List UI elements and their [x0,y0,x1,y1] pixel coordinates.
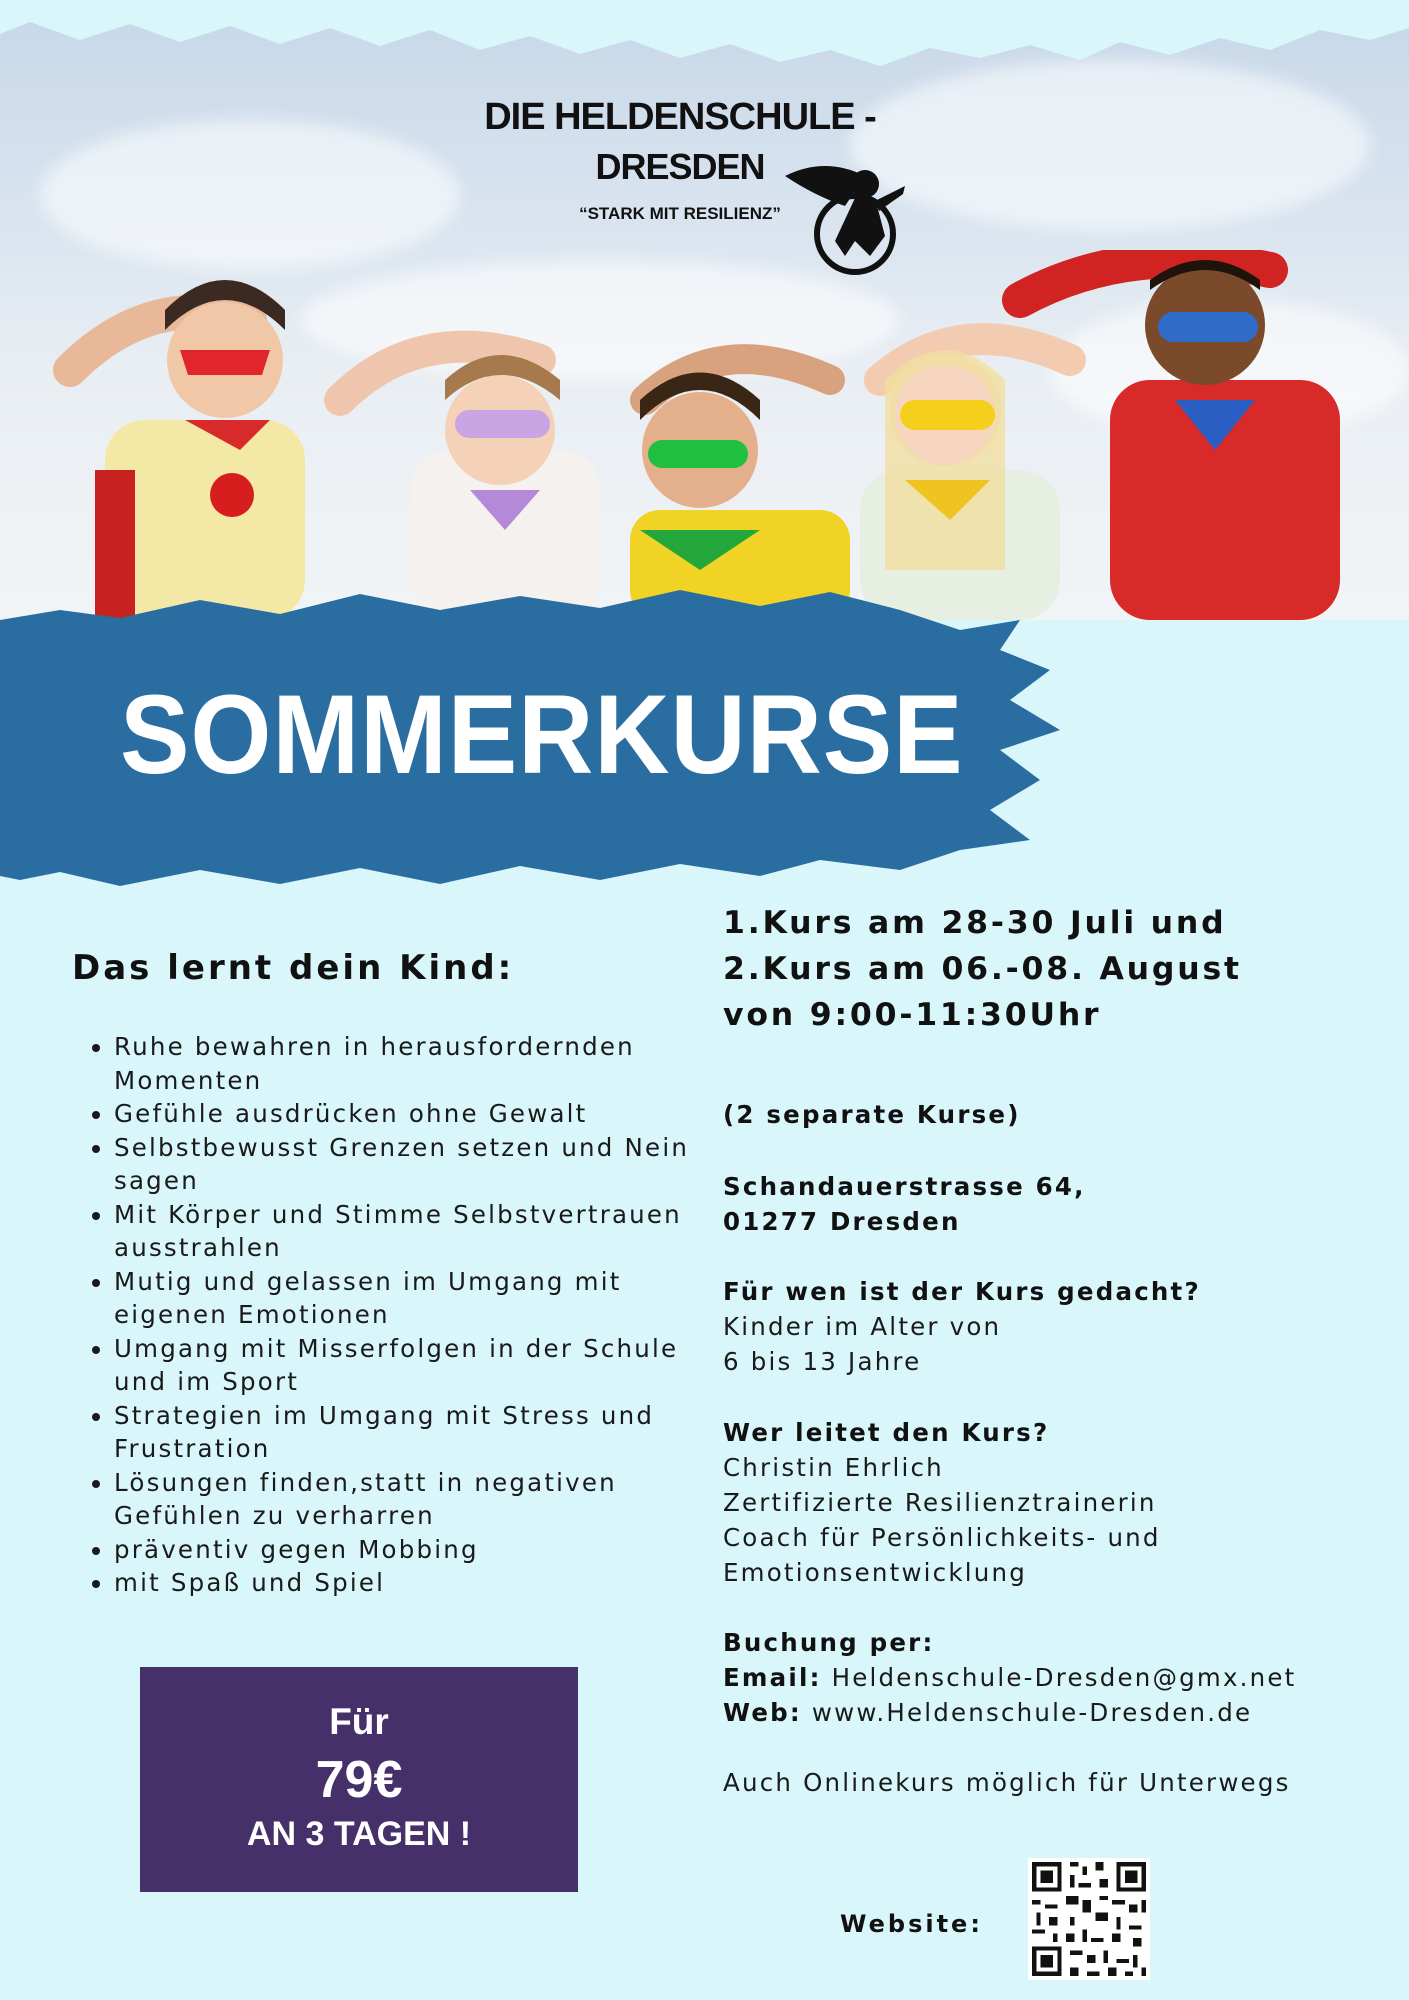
list-item: • mit Spaß und Spiel [114,1566,714,1600]
list-item: • Gefühle ausdrücken ohne Gewalt [114,1097,714,1131]
logo-tagline: “STARK MIT RESILIENZ” [579,204,781,223]
booking-web-row [723,1698,1252,1727]
course-line-2: 2.Kurs am 06.-08. August [723,951,1242,987]
leader-name: Christin Ehrlich [723,1453,944,1482]
kid-blue-mask [1020,260,1340,620]
list-item: • Mit Körper und Stimme Selbstvertrauen ausstrahlen [114,1198,714,1265]
online-course-note: Auch Onlinekurs möglich für Unterwegs [723,1768,1291,1797]
price-days: AN 3 TAGEN ! [246,1815,472,1853]
list-item: • Strategien im Umgang mit Stress und Frustration [114,1399,714,1466]
torn-paper-edge-top [0,0,1409,90]
price-box [140,1667,578,1892]
banner-title: SOMMERKURSE [120,672,964,797]
leader-title-2: Coach für Persönlichkeits- und [723,1523,1161,1552]
logo-title-line2: DRESDEN [595,146,765,187]
leader-question: Wer leitet den Kurs? [723,1418,1050,1447]
list-item: • Lösungen finden,statt in negativen Gefühlen zu verharren [114,1466,714,1533]
course-line-1: 1.Kurs am 28-30 Juli und [723,905,1227,941]
leader-title-3: Emotionsentwicklung [723,1558,1027,1587]
email-link[interactable]: Heldenschule-Dresden@gmx.net [831,1663,1297,1692]
logo-title-line1: DIE HELDENSCHULE - [484,96,876,138]
kid-yellow-mask [860,339,1070,620]
audience-question: Für wen ist der Kurs gedacht? [723,1277,1201,1306]
course-dates [723,900,1363,1038]
booking-email-row [723,1663,1296,1692]
learn-heading: Das lernt dein Kind: [72,948,515,988]
list-item: • Mutig und gelassen im Umgang mit eigenen Emotionen [114,1265,714,1332]
qr-code[interactable] [1028,1858,1150,1980]
learn-list [72,1030,714,1600]
address-city: 01277 Dresden [723,1207,961,1236]
leader-title-1: Zertifizierte Resilienztrainerin [723,1488,1157,1517]
web-link[interactable]: www.Heldenschule-Dresden.de [811,1698,1253,1727]
audience-line-1: Kinder im Alter von [723,1312,1002,1341]
separate-courses-note: (2 separate Kurse) [723,1100,1021,1129]
web-label: Web: [723,1698,802,1727]
website-label: Website: [840,1910,983,1938]
address-street: Schandauerstrasse 64, [723,1172,1086,1201]
list-item: • Selbstbewusst Grenzen setzen und Nein sagen [114,1131,714,1198]
logo [470,86,950,286]
superhero-logo-icon [775,146,915,276]
hero-photo [0,0,1409,620]
email-label: Email: [723,1663,822,1692]
kid-purple-mask [340,347,600,620]
kid-red-mask [70,280,305,620]
price-amount: 79€ [315,1751,403,1809]
audience-line-2: 6 bis 13 Jahre [723,1347,922,1376]
course-time: von 9:00-11:30Uhr [723,997,1102,1033]
price-label: Für [329,1701,389,1742]
list-item: • Umgang mit Misserfolgen in der Schule und im Sport [114,1332,714,1399]
kids-in-masks-illustration [0,250,1409,620]
booking-heading: Buchung per: [723,1628,935,1657]
list-item: • Ruhe bewahren in herausfordernden Momenten [114,1030,714,1097]
list-item: • präventiv gegen Mobbing [114,1533,714,1567]
